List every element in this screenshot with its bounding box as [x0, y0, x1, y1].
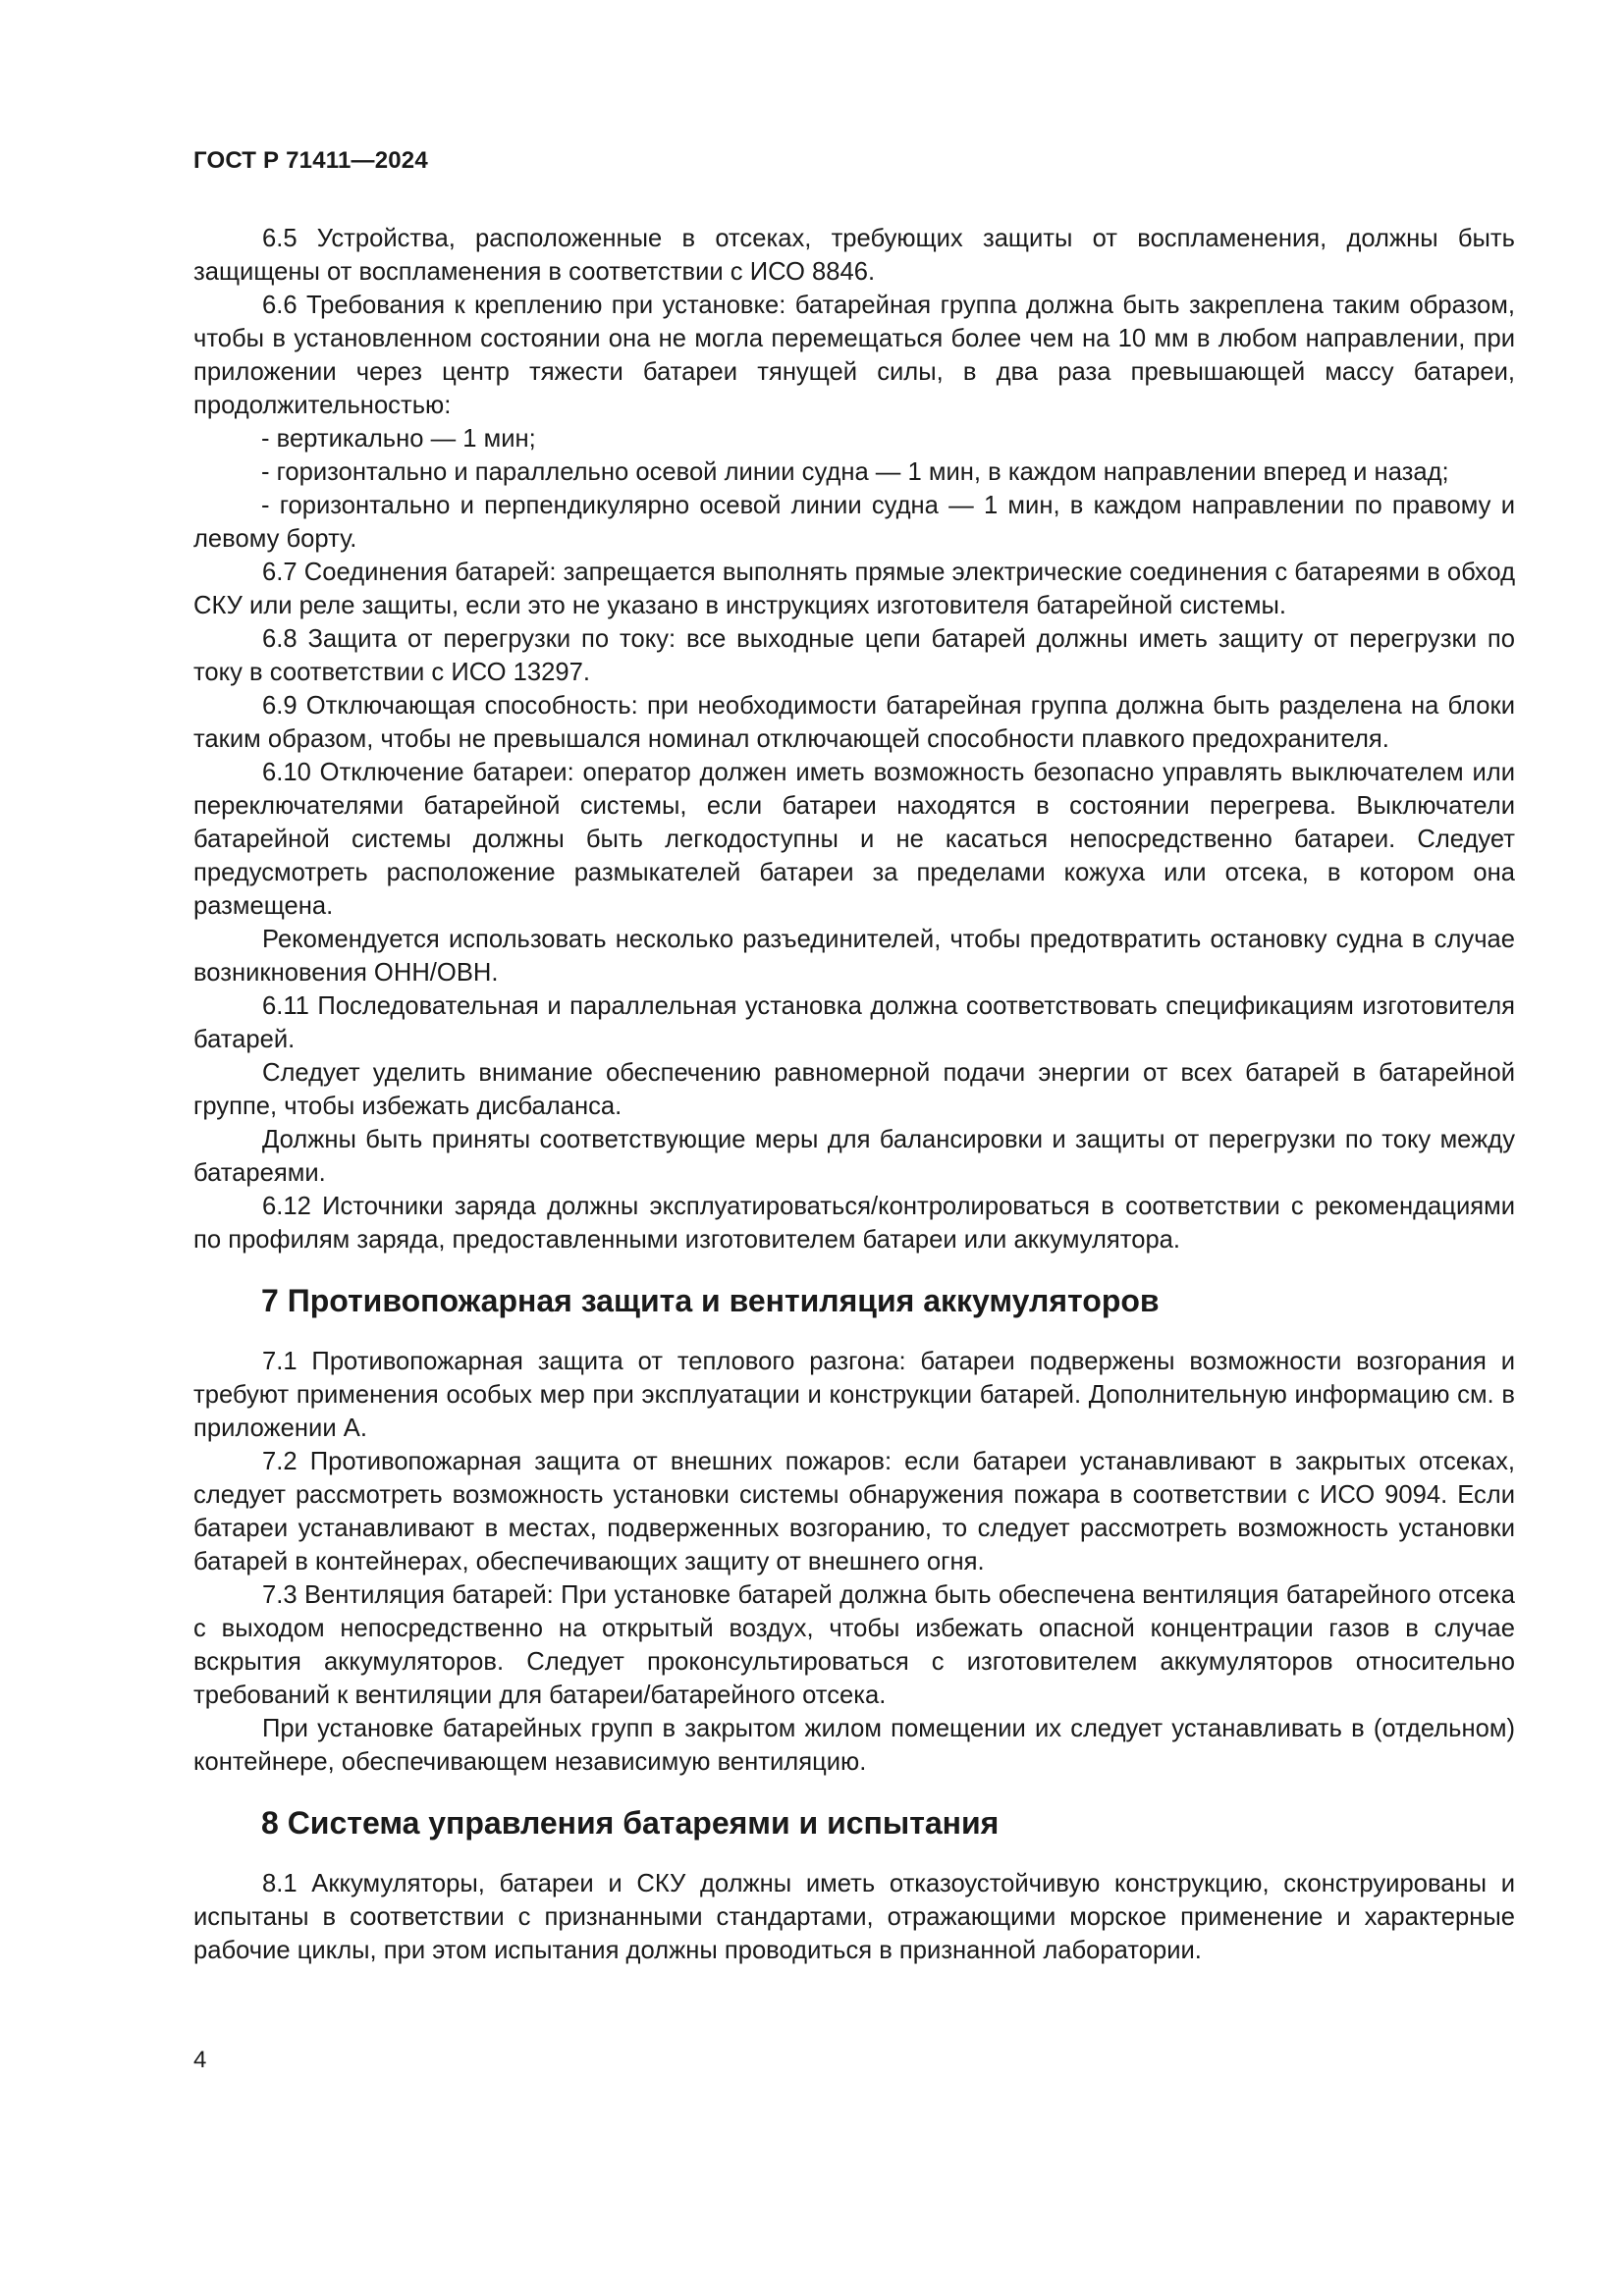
paragraph-6-7: 6.7 Соединения батарей: запрещается выполнять прямые электрические соединения с батареями в обход СКУ или реле защиты, если это не указано в инструкциях изготовителя батарейной системы.	[193, 559, 1515, 619]
paragraph-6-6: 6.6 Требования к креплению при установке: батарейная группа должна быть закреплена таким образом, чтобы в установленном состоянии она не могла перемещаться более чем на 10 мм в любом направлении, при приложении через центр тяжести батареи тянущей силы, в два раза превышающей массу батареи, продолжительностью:	[193, 292, 1515, 419]
list-item-vertical: - вертикально — 1 мин;	[261, 425, 536, 453]
list-item-horizontal-perpendicular: - горизонтально и перпендикулярно осевой линии судна — 1 мин, в каждом направлении по правому и левому борту.	[193, 492, 1515, 553]
paragraph-balancing: Должны быть приняты соответствующие меры для балансировки и защиты от перегрузки по току между батареями.	[193, 1126, 1515, 1187]
page-number: 4	[193, 2047, 207, 2073]
document-code-header: ГОСТ Р 71411—2024	[193, 147, 428, 174]
paragraph-7-2: 7.2 Противопожарная защита от внешних пожаров: если батареи устанавливают в закрытых отсеках, следует рассмотреть возможность установки системы обнаружения пожара в соответствии с ИСО 9094. Если батареи устанавливают в местах, подверженных возгоранию, то следует рассмотреть возможность установки батарей в контейнерах, обеспечивающих защиту от внешнего огня.	[193, 1448, 1515, 1575]
paragraph-6-8: 6.8 Защита от перегрузки по току: все выходные цепи батарей должны иметь защиту от перегрузки по току в соответствии с ИСО 13297.	[193, 625, 1515, 686]
paragraph-disconnectors-recommendation: Рекомендуется использовать несколько разъединителей, чтобы предотвратить остановку судна в случае возникновения ОНН/ОВН.	[193, 926, 1515, 987]
paragraph-6-10: 6.10 Отключение батареи: оператор должен иметь возможность безопасно управлять выключателем или переключателями батарейной системы, если батареи находятся в состоянии перегрева. Выключатели батарейной системы должны быть легкодоступны и не касаться непосредственно батареи. Следует предусмотреть расположение размыкателей батареи за пределами кожуха или отсека, в котором она размещена.	[193, 759, 1515, 920]
paragraph-6-12: 6.12 Источники заряда должны эксплуатироваться/контролироваться в соответствии с рекомендациями по профилям заряда, предоставленными изготовителем батареи или аккумулятора.	[193, 1193, 1515, 1254]
section-heading-8: 8 Система управления батареями и испытания	[261, 1805, 1000, 1841]
paragraph-6-5: 6.5 Устройства, расположенные в отсеках, требующих защиты от воспламенения, должны быть защищены от воспламенения в соответствии с ИСО 8846.	[193, 225, 1515, 286]
list-item-horizontal-parallel: - горизонтально и параллельно осевой линии судна — 1 мин, в каждом направлении вперед и назад;	[261, 458, 1449, 486]
paragraph-enclosed-room: При установке батарейных групп в закрытом жилом помещении их следует устанавливать в (отдельном) контейнере, обеспечивающем независимую вентиляцию.	[193, 1715, 1515, 1776]
section-heading-7: 7 Противопожарная защита и вентиляция аккумуляторов	[261, 1283, 1160, 1318]
document-body	[193, 222, 1515, 1967]
paragraph-7-1: 7.1 Противопожарная защита от теплового разгона: батареи подвержены возможности возгорания и требуют применения особых мер при эксплуатации и конструкции батарей. Дополнительную информацию см. в приложении А.	[193, 1348, 1515, 1442]
paragraph-energy-distribution: Следует уделить внимание обеспечению равномерной подачи энергии от всех батарей в батарейной группе, чтобы избежать дисбаланса.	[193, 1059, 1515, 1120]
paragraph-8-1: 8.1 Аккумуляторы, батареи и СКУ должны иметь отказоустойчивую конструкцию, сконструированы и испытаны в соответствии с признанными стандартами, отражающими морское применение и характерные рабочие циклы, при этом испытания должны проводиться в признанной лаборатории.	[193, 1870, 1515, 1964]
paragraph-6-11: 6.11 Последовательная и параллельная установка должна соответствовать спецификациям изготовителя батарей.	[193, 992, 1515, 1053]
paragraph-6-9: 6.9 Отключающая способность: при необходимости батарейная группа должна быть разделена на блоки таким образом, чтобы не превышался номинал отключающей способности плавкого предохранителя.	[193, 692, 1515, 753]
paragraph-7-3: 7.3 Вентиляция батарей: При установке батарей должна быть обеспечена вентиляция батарейного отсека с выходом непосредственно на открытый воздух, чтобы избежать опасной концентрации газов в случае вскрытия аккумуляторов. Следует проконсультироваться с изготовителем аккумуляторов относительно требований к вентиляции для батареи/батарейного отсека.	[193, 1581, 1515, 1709]
